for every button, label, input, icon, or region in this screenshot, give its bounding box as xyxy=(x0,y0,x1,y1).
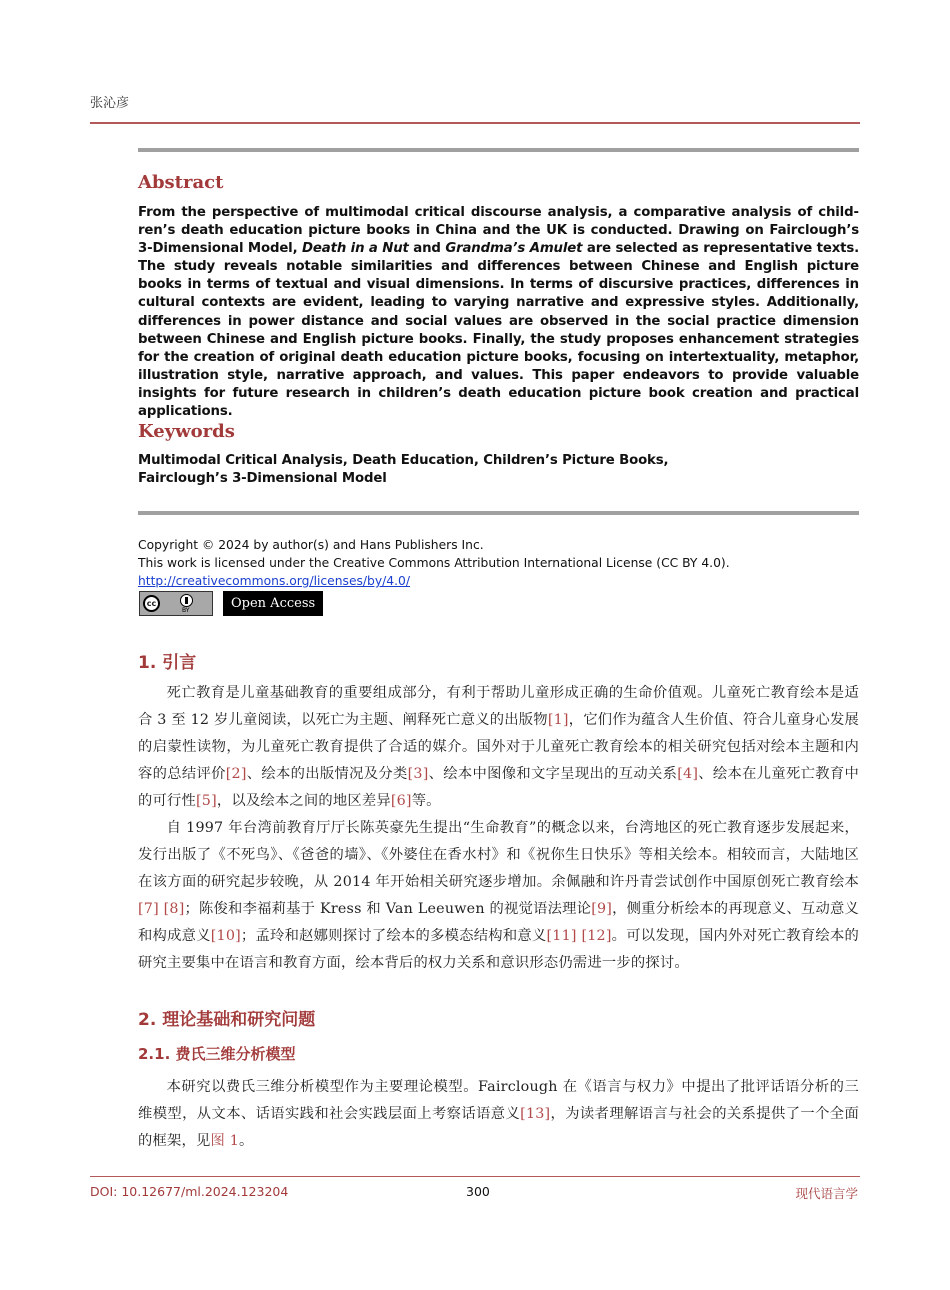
keywords-body xyxy=(138,452,859,488)
text-run: ，为读者理解语言与社会的关系提供了一个全面的框架，见 xyxy=(138,1105,859,1149)
footer-doi[interactable]: DOI: 10.12677/ml.2024.123204 xyxy=(90,1184,289,1199)
citation-link[interactable]: [7] [8] xyxy=(138,900,185,917)
text-run: ；陈俊和李福莉基于 Kress 和 Van Leeuwen 的视觉语法理论 xyxy=(184,900,592,917)
footer-rule xyxy=(90,1176,860,1177)
citation-link[interactable]: [3] xyxy=(407,765,429,782)
by-person-icon xyxy=(180,594,193,607)
abstract-body xyxy=(138,204,859,421)
abstract-book-title-2: Grandma’s Amulet xyxy=(445,241,583,257)
by-label: BY xyxy=(182,607,190,614)
copyright-block xyxy=(138,536,859,590)
text-run: 自 1997 年台湾前教育厅厅长陈英豪先生提出“生命教育”的概念以来，台湾地区的死亡教育逐步发展起来，发行出版了《不死鸟》、《爸爸的墙》、《外婆住在香水村》和《祝你生日快乐》等相关绘本。相较而言，大陆地区在该方面的研究起步较晚，从 2014 年开始相关研究逐步增加。余佩融和许丹青尝试创作中国原创死亡教育绘本 xyxy=(138,820,859,890)
cc-by-badge[interactable] xyxy=(139,591,213,616)
keywords-bottom-bar xyxy=(138,511,859,515)
section-2-heading: 2. 理论基础和研究问题 xyxy=(138,1010,316,1030)
figure-link[interactable]: 图 1 xyxy=(210,1132,240,1149)
citation-link[interactable]: [6] xyxy=(390,792,412,809)
abstract-top-bar xyxy=(138,148,859,152)
keywords-line-2: Fairclough’s 3-Dimensional Model xyxy=(138,471,387,487)
abstract-book-title-1: Death in a Nut xyxy=(302,241,409,257)
citation-link[interactable]: [2] xyxy=(225,765,247,782)
license-line: This work is licensed under the Creative Commons Attribution International License (CC BY 4.0). xyxy=(138,556,730,570)
text-run: 。 xyxy=(239,1132,254,1149)
section-2-1-paragraph-1 xyxy=(138,1074,859,1155)
text-run: 、绘本在儿童死亡教育中的可行性 xyxy=(138,765,860,809)
citation-link[interactable]: [9] xyxy=(591,900,613,917)
text-run: 等。 xyxy=(411,792,441,809)
text-run: ，以及绘本之间的地区差异 xyxy=(216,792,391,809)
text-run: 本研究以费氏三维分析模型作为主要理论模型。Fairclough 在《语言与权力》中提出了批评话语分析的三维模型，从文本、话语实践和社会实践层面上考察话语意义 xyxy=(138,1079,859,1122)
section-1-paragraph-1 xyxy=(138,680,859,815)
footer-page-number: 300 xyxy=(466,1184,490,1199)
text-run: 。可以发现，国内外对死亡教育绘本的研究主要集中在语言和教育方面，绘本背后的权力关系和意识形态仍需进一步的探讨。 xyxy=(138,927,860,971)
text-run: ，它们作为蕴含人生价值、符合儿童身心发展的启蒙性读物，为儿童死亡教育提供了合适的媒介。国外对于儿童死亡教育绘本的相关研究包括对绘本主题和内容的总结评价 xyxy=(138,711,859,782)
keywords-line-1: Multimodal Critical Analysis, Death Education, Children’s Picture Books, xyxy=(138,453,669,468)
license-badges xyxy=(139,591,323,616)
section-2-1-heading: 2.1. 费氏三维分析模型 xyxy=(138,1045,296,1063)
text-run: 、绘本中图像和文字呈现出的互动关系 xyxy=(428,765,678,782)
text-run: ；孟玲和赵娜则探讨了绘本的多模态结构和意义 xyxy=(240,927,547,944)
citation-link[interactable]: [10] xyxy=(210,927,241,944)
copyright-line: Copyright © 2024 by author(s) and Hans Publishers Inc. xyxy=(138,538,484,552)
header-author: 张沁彦 xyxy=(90,96,130,111)
abstract-text-1: From the perspective of multimodal critical discourse analysis, a comparative analysis of children’s death education picture books in China and the UK is conducted. Drawing on Fairclough’s 3-Dimensional Model, xyxy=(138,205,859,257)
abstract-text-2: are selected as representative texts. The study reveals notable similarities and differences between Chinese and English picture books in terms of textual and visual dimensions. In terms of discursive practices, differences in cultural contexts are evident, leading to varying narrative and expressive styles. Additionally, differences in power distance and social values are observed in the social practice dimension between Chinese and English picture books. Finally, the study proposes enhancement strategies for the creation of original death education picture books, focusing on intertextuality, metaphor, illustration style, narrative approach, and values. This paper endeavors to provide valuable insights for future research in children’s death education picture book creation and practical applications. xyxy=(138,241,860,420)
citation-link[interactable]: [1] xyxy=(547,711,569,728)
abstract-text-and: and xyxy=(408,241,446,257)
citation-link[interactable]: [13] xyxy=(520,1105,551,1122)
section-1-heading: 1. 引言 xyxy=(138,653,197,673)
open-access-badge[interactable]: Open Access xyxy=(223,591,323,616)
citation-link[interactable]: [11] [12] xyxy=(546,927,612,944)
text-run: 死亡教育是儿童基础教育的重要组成部分，有利于帮助儿童形成正确的生命价值观。儿童死亡教育绘本是适合 3 至 12 岁儿童阅读，以死亡为主题、阐释死亡意义的出版物 xyxy=(138,685,859,728)
citation-link[interactable]: [4] xyxy=(677,765,699,782)
text-run: 、绘本的出版情况及分类 xyxy=(246,765,408,782)
section-1-paragraph-2 xyxy=(138,815,859,976)
text-run: ，侧重分析绘本的再现意义、互动意义和构成意义 xyxy=(138,900,859,944)
keywords-title: Keywords xyxy=(138,421,235,442)
citation-link[interactable]: [5] xyxy=(196,792,217,809)
license-link[interactable]: http://creativecommons.org/licenses/by/4.0/ xyxy=(138,574,410,588)
abstract-title: Abstract xyxy=(138,172,224,193)
footer-journal-name: 现代语言学 xyxy=(795,1186,858,1201)
header-rule xyxy=(90,122,860,124)
cc-icon: cc xyxy=(143,595,160,612)
